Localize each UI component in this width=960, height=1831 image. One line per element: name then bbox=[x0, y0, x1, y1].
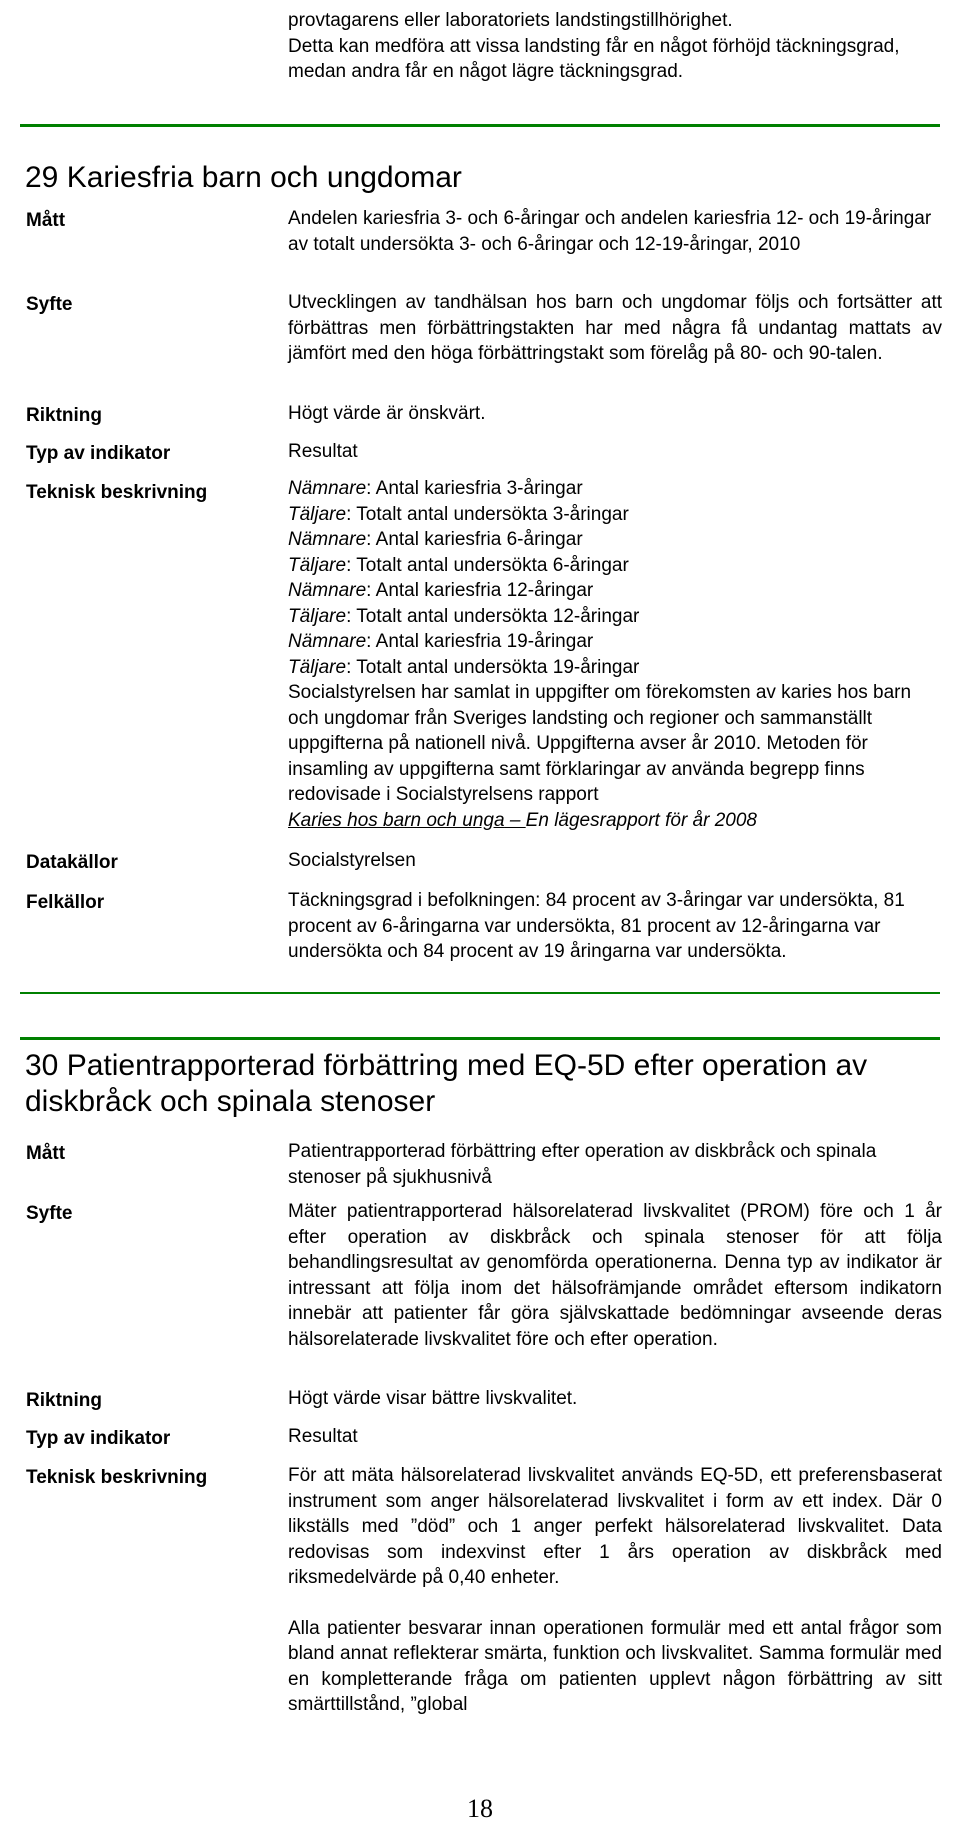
s30-label-riktning: Riktning bbox=[26, 1390, 102, 1411]
formula-line: Täljare: Totalt antal undersökta 19-åringar bbox=[288, 656, 640, 678]
s30-teknisk-paragraph-2: Alla patienter besvarar innan operationen formulär med ett antal frågor som bland annat reflekterar smärta, funktion och livskvalitet. Samma formulär med en kompletterande fråga om patienten upplevt någon förbättring av sitt smärttillstånd, ”global bbox=[288, 1617, 942, 1715]
s29-label-typ: Typ av indikator bbox=[26, 443, 171, 464]
s29-syfte-value: Utvecklingen av tandhälsan hos barn och ungdomar följs och fortsätter att förbättras men förbättringstakten har med några få undantag mattats av jämfört med den höga förbättringstakt som förelåg på 80- och 90-talen. bbox=[288, 292, 942, 364]
s30-teknisk-paragraph-1: För att mäta hälsorelaterad livskvalitet används EQ-5D, ett preferensbaserat instrument som anger hälsorelaterad livskvalitet i form av ett index. Där 0 likställs med ”död” och 1 anger perfekt hälsorelaterad livskvalitet. Data redovisas som indexvinst efter 1 års operation av diskbråck med riksmedelvärde på 0,40 enheter. bbox=[288, 1465, 942, 1588]
s29-felkallor-value: Täckningsgrad i befolkningen: 84 procent av 3-åringar var undersökta, 81 procent av 6-åringarna var undersökta, 81 procent av 12-åringarna var undersökta och 84 procent av 19 åringarna var undersökta. bbox=[288, 890, 905, 962]
s29-teknisk-description: Socialstyrelsen har samlat in uppgifter om förekomsten av karies hos barn och ungdomar från Sveriges landsting och regioner och sammanställt uppgifterna på nationell nivå. Uppgifterna avser år 2010. Metoden för insamling av uppgifterna samt förklaringar av använda begrepp finns redovisade i Socialstyrelsens rapport bbox=[288, 682, 912, 805]
formula-line: Täljare: Totalt antal undersökta 6-åringar bbox=[288, 554, 629, 576]
s29-label-matt: Mått bbox=[26, 210, 66, 231]
s30-teknisk-value bbox=[288, 1463, 942, 1718]
formula-line: Nämnare: Antal kariesfria 6-åringar bbox=[288, 529, 583, 550]
formula-line: Täljare: Totalt antal undersökta 12-åringar bbox=[288, 605, 640, 627]
s30-syfte-value: Mäter patientrapporterad hälsorelaterad livskvalitet (PROM) före och 1 år efter operation av diskbråck och spinala stenoser för att följa behandlingsresultat av genomförda operationerna. Denna typ av indikator är intressant att följa inom det hälsofrämjande området eftersom indikatorn innebär att patienter får göra självskattade bedömningar avseende deras hälsorelaterade livskvalitet före och efter operation. bbox=[288, 1201, 942, 1350]
s30-label-typ: Typ av indikator bbox=[26, 1428, 171, 1449]
intro-text bbox=[288, 8, 938, 85]
formula-line: Nämnare: Antal kariesfria 3-åringar bbox=[288, 478, 583, 499]
s30-typ-value: Resultat bbox=[288, 1426, 358, 1447]
section-29-top-rule bbox=[20, 124, 940, 127]
intro-line-2: Detta kan medföra att vissa landsting får en något förhöjd täckningsgrad, medan andra får en något lägre täckningsgrad. bbox=[288, 35, 900, 82]
s30-label-matt: Mått bbox=[26, 1143, 66, 1164]
s29-label-syfte: Syfte bbox=[26, 294, 73, 315]
s29-riktning-value: Högt värde är önskvärt. bbox=[288, 403, 486, 424]
section-30-title: 30 Patientrapporterad förbättring med EQ-5D efter operation av diskbråck och spinala stenoser bbox=[25, 1049, 868, 1118]
formula-line: Nämnare: Antal kariesfria 19-åringar bbox=[288, 631, 594, 652]
s29-matt-value: Andelen kariesfria 3- och 6-åringar och andelen kariesfria 12- och 19-åringar av totalt undersökta 3- och 6-åringar och 12-19-åringar, 2010 bbox=[288, 208, 932, 255]
s29-label-datakallor: Datakällor bbox=[26, 852, 118, 873]
formula-line: Nämnare: Antal kariesfria 12-åringar bbox=[288, 580, 594, 601]
s29-report-title: Karies hos barn och unga – En lägesrapport för år 2008 bbox=[288, 809, 757, 831]
formula-line: Täljare: Totalt antal undersökta 3-åringar bbox=[288, 503, 629, 525]
s29-label-teknisk: Teknisk beskrivning bbox=[26, 482, 208, 503]
s30-matt-value: Patientrapporterad förbättring efter operation av diskbråck och spinala stenoser på sjukhusnivå bbox=[288, 1141, 877, 1188]
s29-datakallor-value: Socialstyrelsen bbox=[288, 850, 416, 871]
section-29-title: 29 Kariesfria barn och ungdomar bbox=[25, 161, 462, 194]
s30-label-teknisk: Teknisk beskrivning bbox=[26, 1467, 208, 1488]
s29-label-felkallor: Felkällor bbox=[26, 892, 105, 913]
s30-label-syfte: Syfte bbox=[26, 1203, 73, 1224]
page-number: 18 bbox=[467, 1794, 493, 1823]
s30-riktning-value: Högt värde visar bättre livskvalitet. bbox=[288, 1388, 578, 1409]
s29-label-riktning: Riktning bbox=[26, 405, 102, 426]
section-29-bottom-rule bbox=[20, 992, 940, 994]
section-30-top-rule bbox=[20, 1037, 940, 1040]
s29-teknisk-value bbox=[288, 476, 942, 833]
intro-line-1: provtagarens eller laboratoriets landstingstillhörighet. bbox=[288, 10, 733, 31]
s29-typ-value: Resultat bbox=[288, 441, 358, 462]
